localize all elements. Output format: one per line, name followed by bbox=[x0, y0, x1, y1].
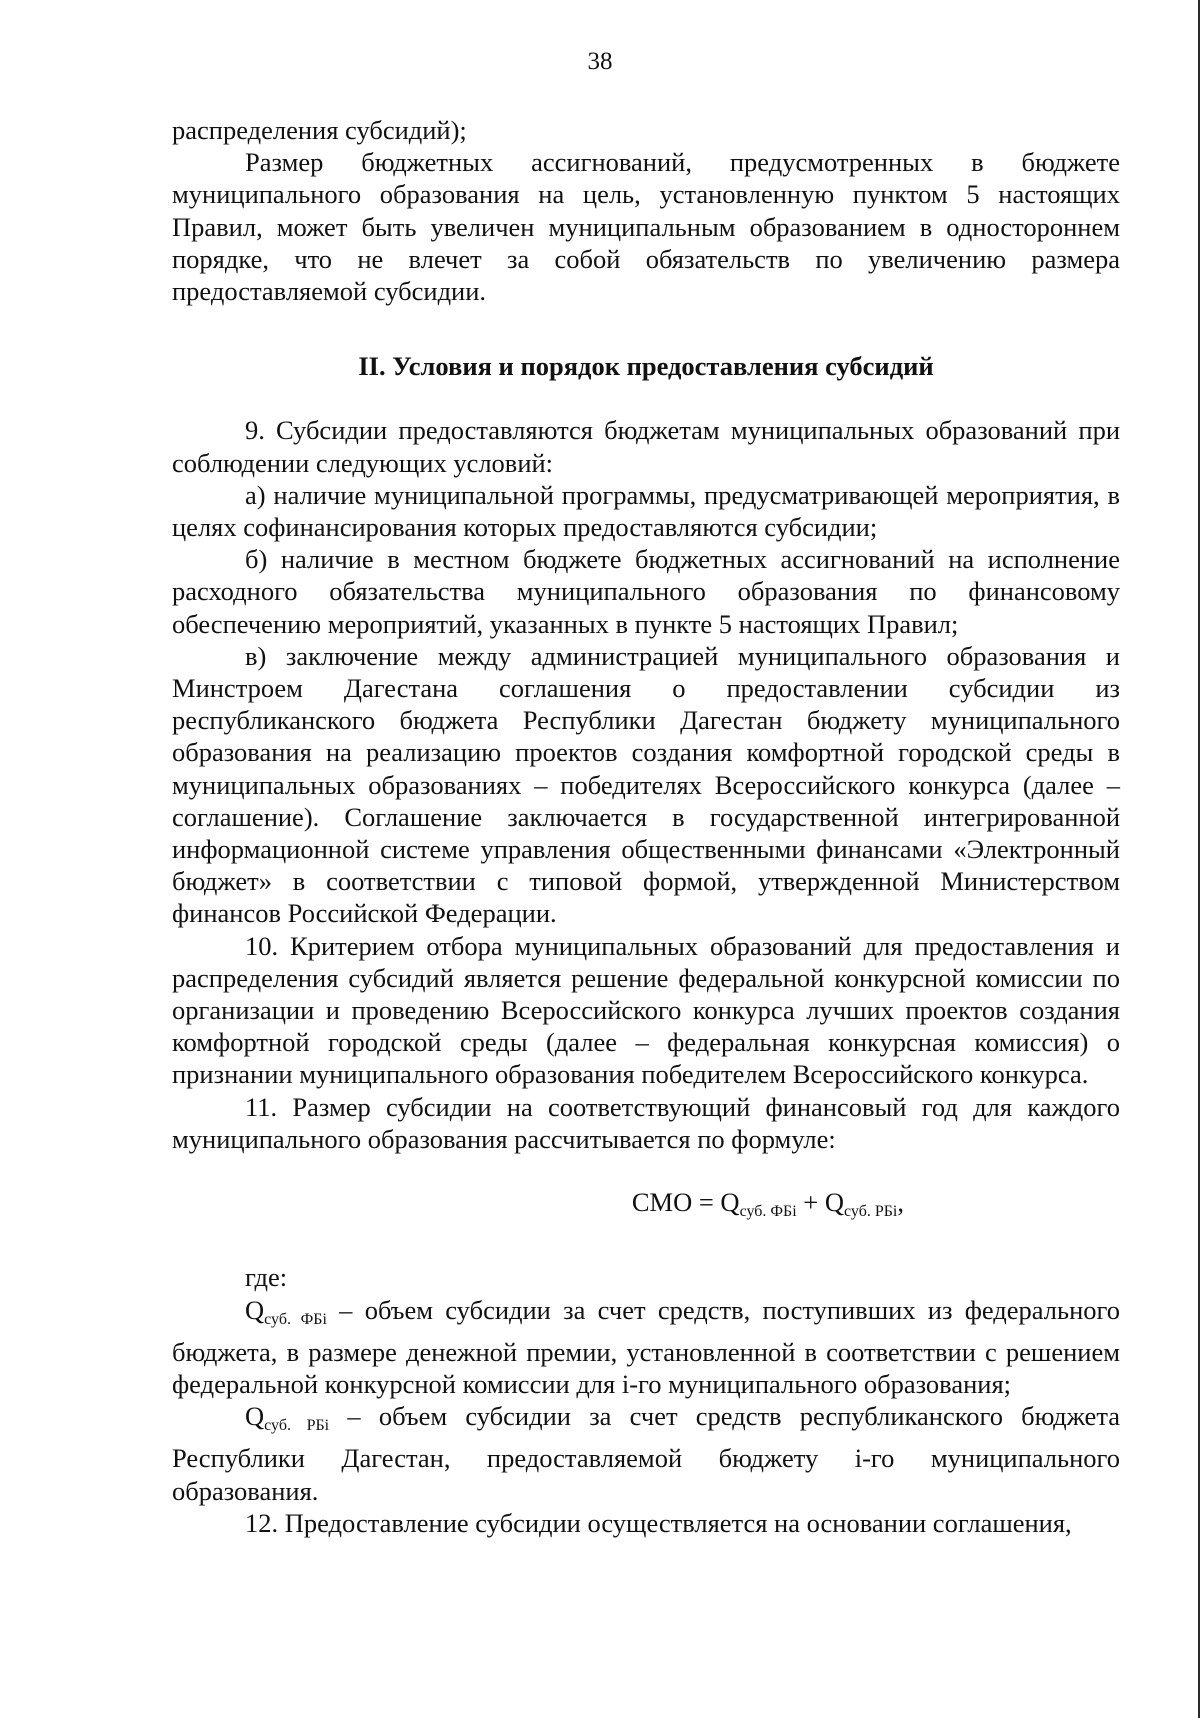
paragraph-budget-size: Размер бюджетных ассигнований, предусмотренных в бюджете муниципального образования на цель, установленную пунктом 5 настоящих Правил, может быть увеличен муниципальным образованием в одностороннем порядке, что не влечет за собой обязательств по увеличению размера предоставляемой субсидии. bbox=[172, 147, 1120, 307]
page-number: 38 bbox=[587, 48, 613, 75]
formula-tail: , bbox=[897, 1187, 904, 1218]
paragraph-item-9v: в) заключение между администрацией муниципального образования и Минстроем Дагестана соглашения о предоставлении субсидии из республиканского бюджета Республики Дагестан бюджету муниципального образования на реализацию проектов создания комфортной городской среды в муниципальных образованиях – победителях Всероссийского конкурса (далее – соглашение). Соглашение заключается в государственной интегрированной информационной системе управления общественными финансами «Электронный бюджет» в соответствии с типовой формой, утвержденной Министерством финансов Российской Федерации. bbox=[172, 640, 1120, 929]
section-heading: II. Условия и порядок предоставления субсидий bbox=[358, 351, 934, 382]
formula-sub-rb: суб. РБi bbox=[844, 1203, 898, 1221]
paragraph-continuation: распределения субсидий); bbox=[172, 115, 467, 145]
definition-federal-symbol: Q bbox=[245, 1294, 265, 1325]
definition-federal-text: – объем субсидии за счет средств, поступивших из федерального бюджета, в размере денежной премии, установленной в соответствии с решением федеральной конкурсной комиссии для i-го муниципального образования; bbox=[172, 1294, 1120, 1399]
definition-republic-text: – объем субсидии за счет средств республиканского бюджета Республики Дагестан, предоставляемой бюджету i-го муниципального образования. bbox=[172, 1401, 1120, 1506]
definition-republic-sub: суб. РБi bbox=[264, 1417, 330, 1435]
paragraph-item-9: 9. Субсидии предоставляются бюджетам муниципальных образований при соблюдении следующих условий: bbox=[172, 415, 1120, 478]
paragraph-item-9a: а) наличие муниципальной программы, предусматривающей мероприятия, в целях софинансирования которых предоставляются субсидии; bbox=[172, 479, 1120, 543]
paragraph-item-10: 10. Критерием отбора муниципальных образований для предоставления и распределения субсидий является решение федеральной конкурсной комиссии по организации и проведению Всероссийского конкурса лучших проектов создания комфортной городской среды (далее – федеральная конкурсная комиссия) о признании муниципального образования победителем Всероссийского конкурса. bbox=[172, 930, 1120, 1090]
formula-lhs: СМО = Q bbox=[631, 1187, 740, 1218]
paragraph-item-9b: б) наличие в местном бюджете бюджетных ассигнований на исполнение расходного обязательства муниципального образования по финансовому обеспечению мероприятий, указанных в пункте 5 настоящих Правил; bbox=[172, 544, 1120, 639]
definition-republic-symbol: Q bbox=[245, 1401, 265, 1432]
definition-republic bbox=[172, 1400, 1120, 1507]
formula-plus: + Q bbox=[796, 1187, 845, 1218]
where-label: где: bbox=[245, 1262, 288, 1293]
paragraph-item-12: 12. Предоставление субсидии осуществляется на основании соглашения, bbox=[245, 1507, 1072, 1538]
document-body bbox=[172, 114, 1120, 1539]
definition-federal-sub: суб. ФБi bbox=[264, 1310, 327, 1328]
paragraph-item-11: 11. Размер субсидии на соответствующий финансовый год для каждого муниципального образования рассчитывается по формуле: bbox=[172, 1091, 1120, 1154]
formula-sub-fb: суб. ФБi bbox=[739, 1203, 797, 1221]
subsidy-formula bbox=[172, 1186, 1120, 1228]
definition-federal bbox=[172, 1294, 1120, 1401]
